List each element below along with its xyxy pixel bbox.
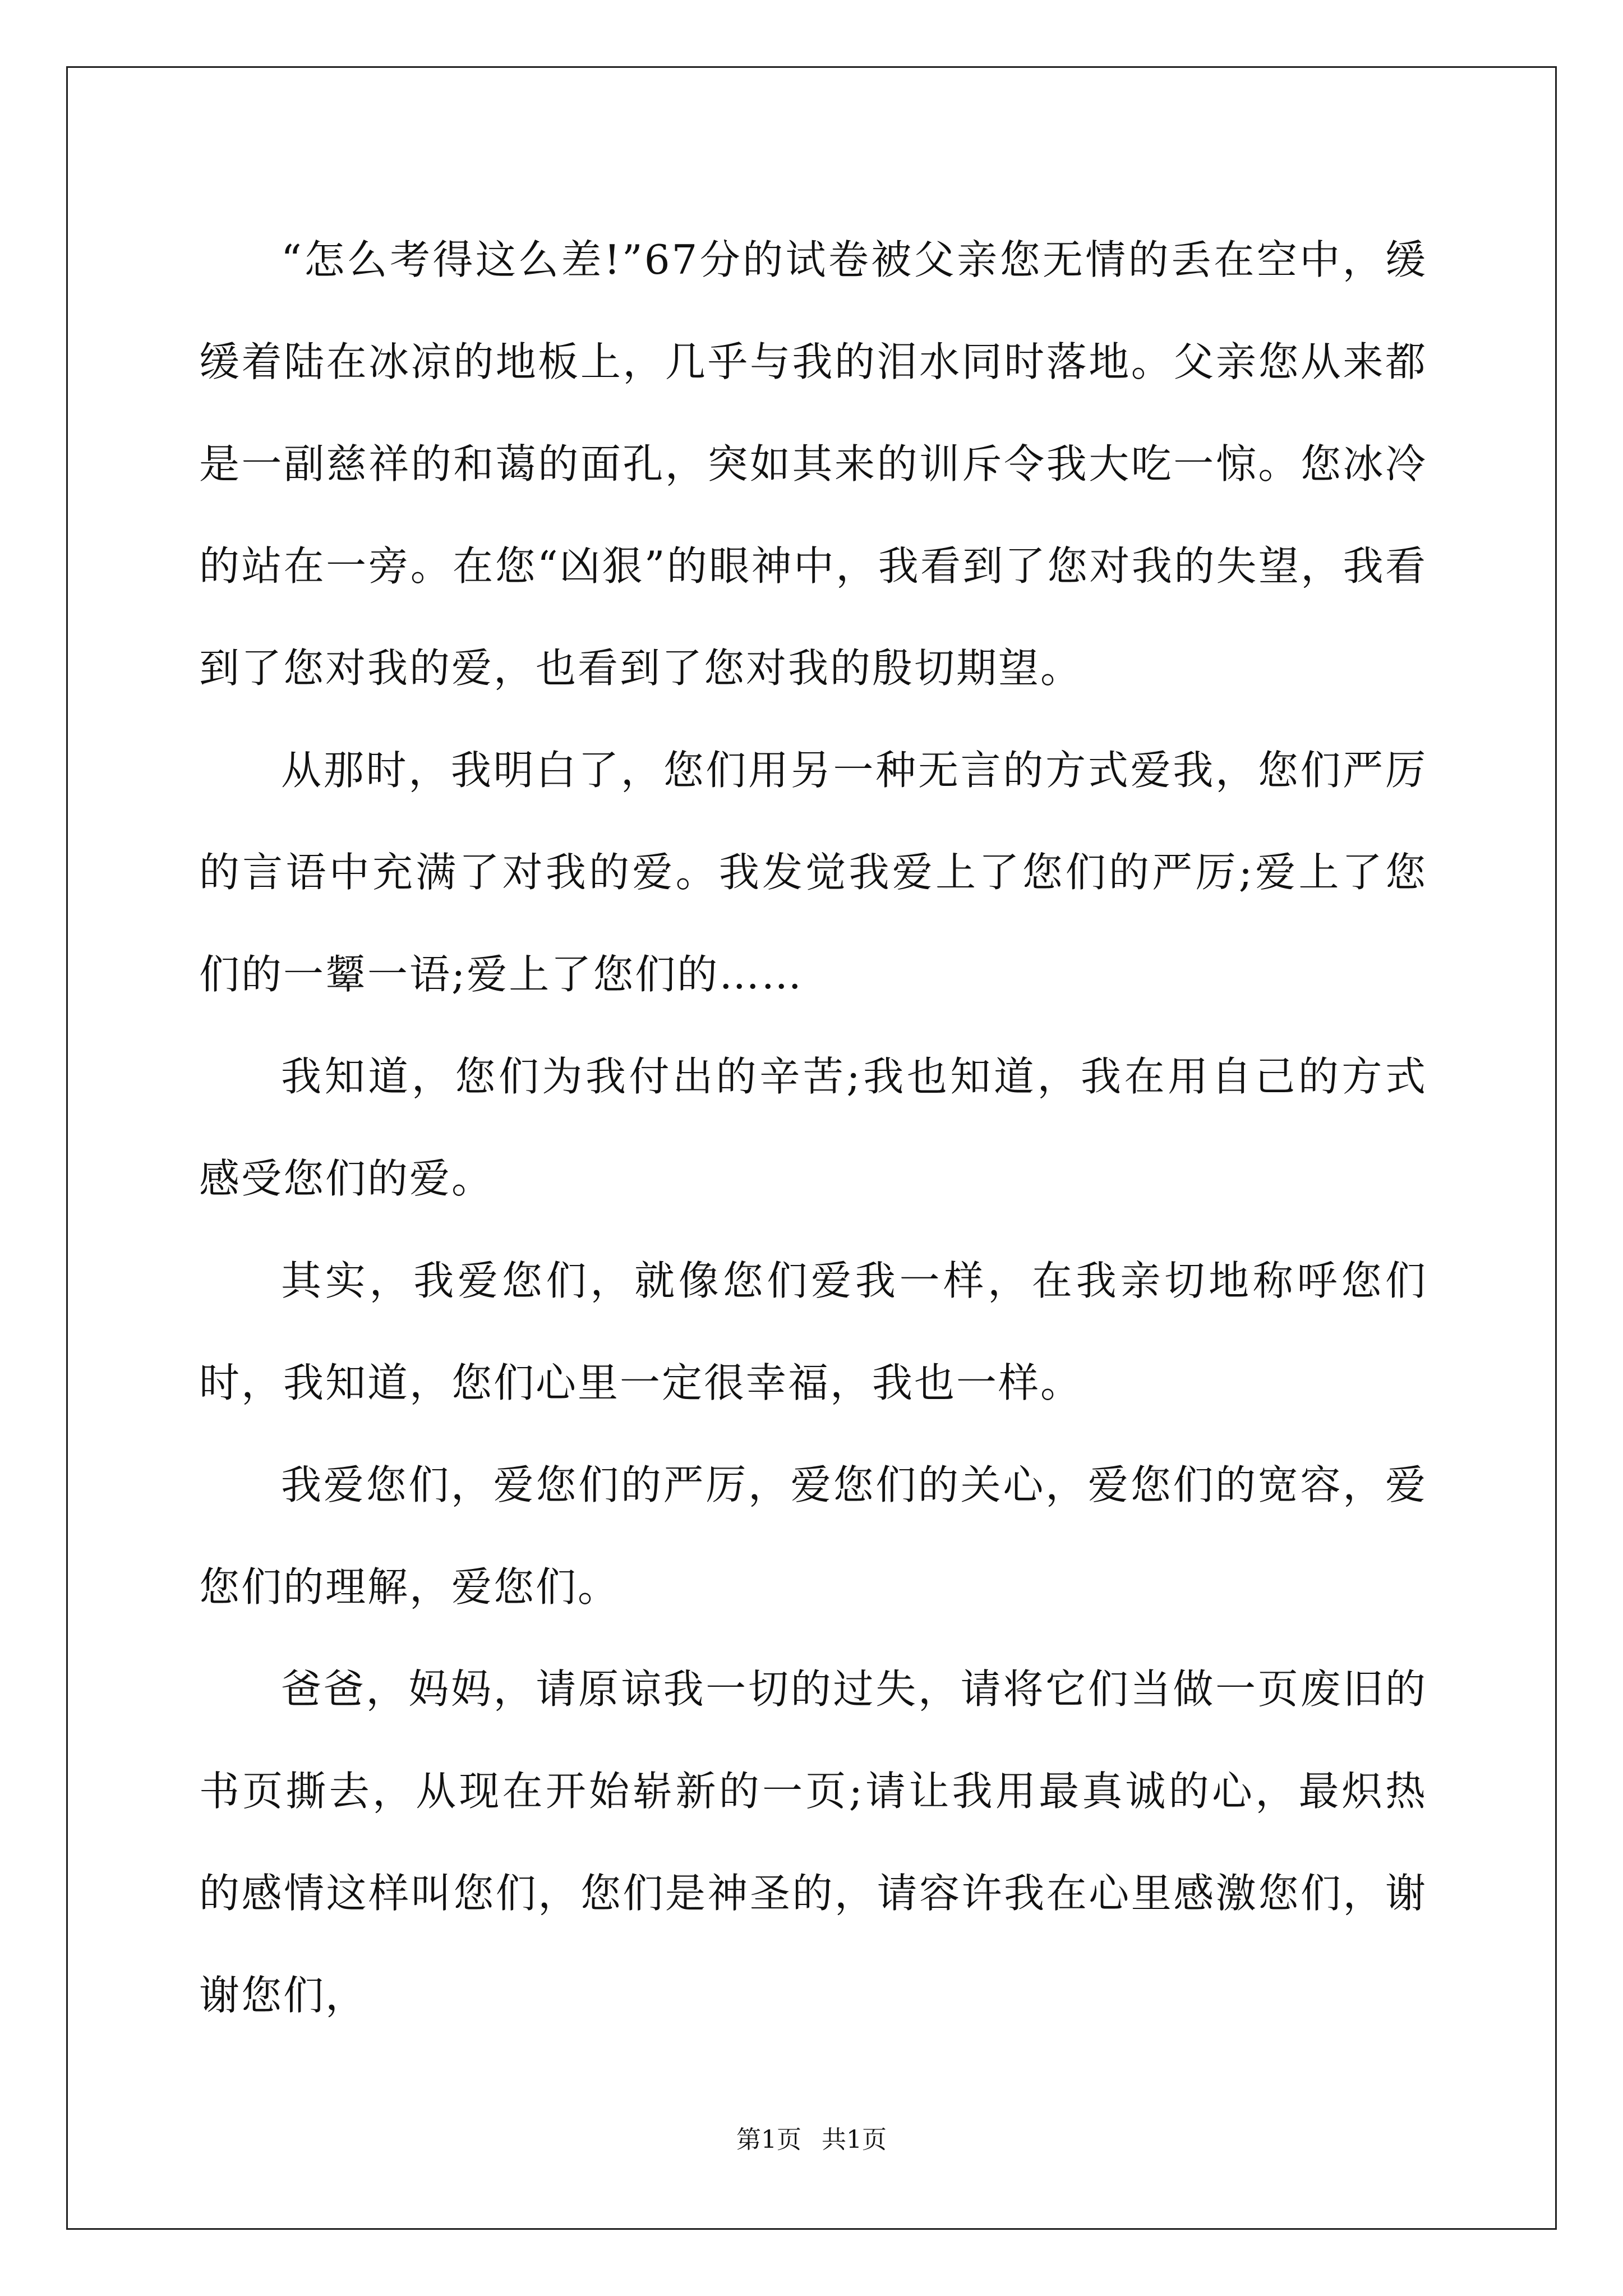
paragraph-2: 从那时，我明白了，您们用另一种无言的方式爱我，您们严厉的言语中充满了对我的爱。我发觉我爱上了您们的严厉;爱上了您们的一颦一语;爱上了您们的…… [199, 747, 1427, 998]
paragraph-3: 我知道，您们为我付出的辛苦;我也知道，我在用自己的方式感受您们的爱。 [199, 1053, 1427, 1202]
paragraph-1: “怎么考得这么差!”67分的试卷被父亲您无情的丢在空中，缓缓着陆在冰凉的地板上，几乎与我的泪水同时落地。父亲您从来都是一副慈祥的和蔼的面孔，突如其来的训斥令我大吃一惊。您冰冷的站在一旁。在您“凶狠”的眼神中，我看到了您对我的失望，我看到了您对我的爱，也看到了您对我的殷切期望。 [199, 236, 1427, 692]
page-footer [0, 2123, 1623, 2157]
page-number-current: 第1页 [736, 2125, 801, 2154]
page-number-total: 共1页 [822, 2125, 887, 2154]
paragraph-5: 我爱您们，爱您们的严厉，爱您们的关心，爱您们的宽容，爱您们的理解，爱您们。 [199, 1461, 1427, 1611]
document-body [199, 209, 1427, 2046]
paragraph-4: 其实，我爱您们，就像您们爱我一样，在我亲切地称呼您们时，我知道，您们心里一定很幸福，我也一样。 [199, 1257, 1427, 1406]
paragraph-6: 爸爸，妈妈，请原谅我一切的过失，请将它们当做一页废旧的书页撕去，从现在开始崭新的一页;请让我用最真诚的心，最炽热的感情这样叫您们，您们是神圣的，请容许我在心里感激您们，谢谢您们， [199, 1665, 1427, 2019]
